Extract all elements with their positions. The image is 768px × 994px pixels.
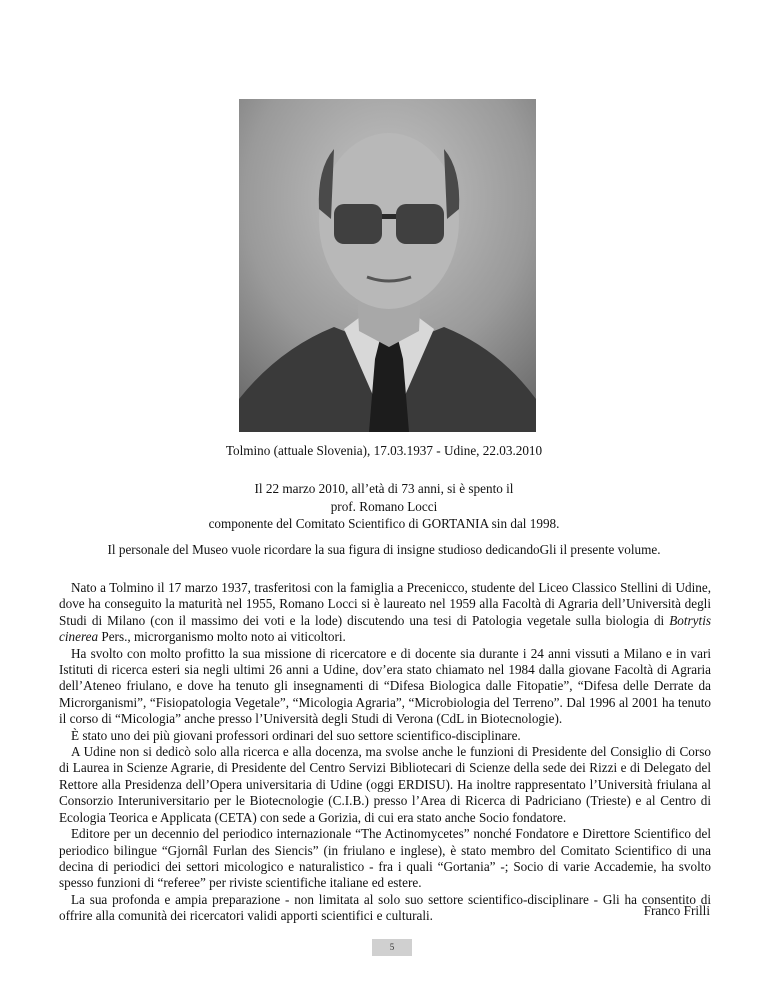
- obituary-body: [59, 580, 711, 925]
- paragraph-6: La sua profonda e ampia preparazione - non limitata al solo suo settore scientifico-disciplinare - Gli ha consentito di offrire alla comunità dei ricercatori validi apporti scientifici e culturali.: [59, 891, 711, 924]
- page-number: 5: [372, 939, 412, 956]
- paragraph-3: È stato uno dei più giovani professori ordinari del suo settore scientifico-disciplinare.: [71, 727, 521, 743]
- photo-caption: Tolmino (attuale Slovenia), 17.03.1937 - Udine, 22.03.2010: [225, 443, 543, 458]
- announcement-line-3: componente del Comitato Scientifico di GORTANIA sin dal 1998.: [208, 516, 560, 531]
- announcement-name: prof. Romano Locci: [330, 498, 438, 514]
- paragraph-5: Editore per un decennio del periodico internazionale “The Actinomycetes” nonché Fondatore e Direttore Scientifico del periodico bilingue “Gjornâl Furlan des Siencis” (in friulano e inglese), è stato membro del Comitato Scientifico di una decina di periodici dei settori micologico e naturalistico - fra i quali “Gortania” -; Socio di varie Accademie, ha svolto spesso funzioni di “referee” per riviste scientifiche italiane ed estere.: [59, 826, 711, 891]
- paragraph-1: [59, 580, 711, 646]
- portrait-photo-icon: [239, 99, 536, 432]
- announcement: [0, 480, 768, 533]
- species-name: Botrytis cinerea: [59, 612, 711, 645]
- paragraph-1-text: Nato a Tolmino il 17 marzo 1937, trasferitosi con la famiglia a Precenicco, studente del Liceo Classico Stellini di Udine, dove ha conseguito la maturità nel 1955, Romano Locci si è laureato nel 1959 alla Facoltà di Agraria dell’Università degli Studi di Milano (con il massimo dei voti e la lode) discutendo una tesi di Patologia vegetale sulla biologia di: [59, 580, 711, 628]
- paragraph-2: Ha svolto con molto profitto la sua missione di ricercatore e di docente sia durante i 24 anni vissuti a Milano e in vari Istituti di ricerca esteri sia negli ultimi 26 anni a Udine, dov’era stato chiamato nel 1984 dalla giovane Facoltà di Agraria dell’Ateneo friulano, e dove ha tenuto gli insegnamenti di “Difesa Biologica dalle Fitopatie”, “Difesa delle Derrate da Microrganismi”, “Fisiopatologia Vegetale”, “Micologia Agraria”, “Microbiologia del Terreno”. Dal 1996 al 2001 ha tenuto il corso di “Micologia” anche presso l’Università degli Studi di Verona (CdL in Biotecnologie).: [59, 645, 711, 727]
- signature: Franco Frilli: [643, 903, 710, 918]
- dedication: Il personale del Museo vuole ricordare la sua figura di insigne studioso dedicandoGli il presente volume.: [107, 542, 661, 557]
- portrait-photo: [239, 99, 536, 432]
- announcement-line-1: Il 22 marzo 2010, all’età di 73 anni, si è spento il: [254, 481, 514, 496]
- paragraph-1-text-end: Pers., microrganismo molto noto ai viticoltori.: [98, 629, 346, 645]
- paragraph-4: A Udine non si dedicò solo alla ricerca e alla docenza, ma svolse anche le funzioni di Presidente del Consiglio di Corso di Laurea in Scienze Agrarie, di Presidente del Centro Servizi Bibliotecari di Scienze della sede dei Rizzi e di Delegato del Rettore alla Presidenza dell’Opera universitaria di Udine (oggi ERDISU). Ha inoltre rappresentato l’Università friulana al Consorzio Interuniversitario per le Biotecnologie (C.I.B.) presso l’Area di Ricerca di Padriciano (Trieste) e al Centro di Ecologia Teorica e Applicata (CETA) con sede a Gorizia, di cui era stato anche Socio fondatore.: [59, 744, 711, 825]
